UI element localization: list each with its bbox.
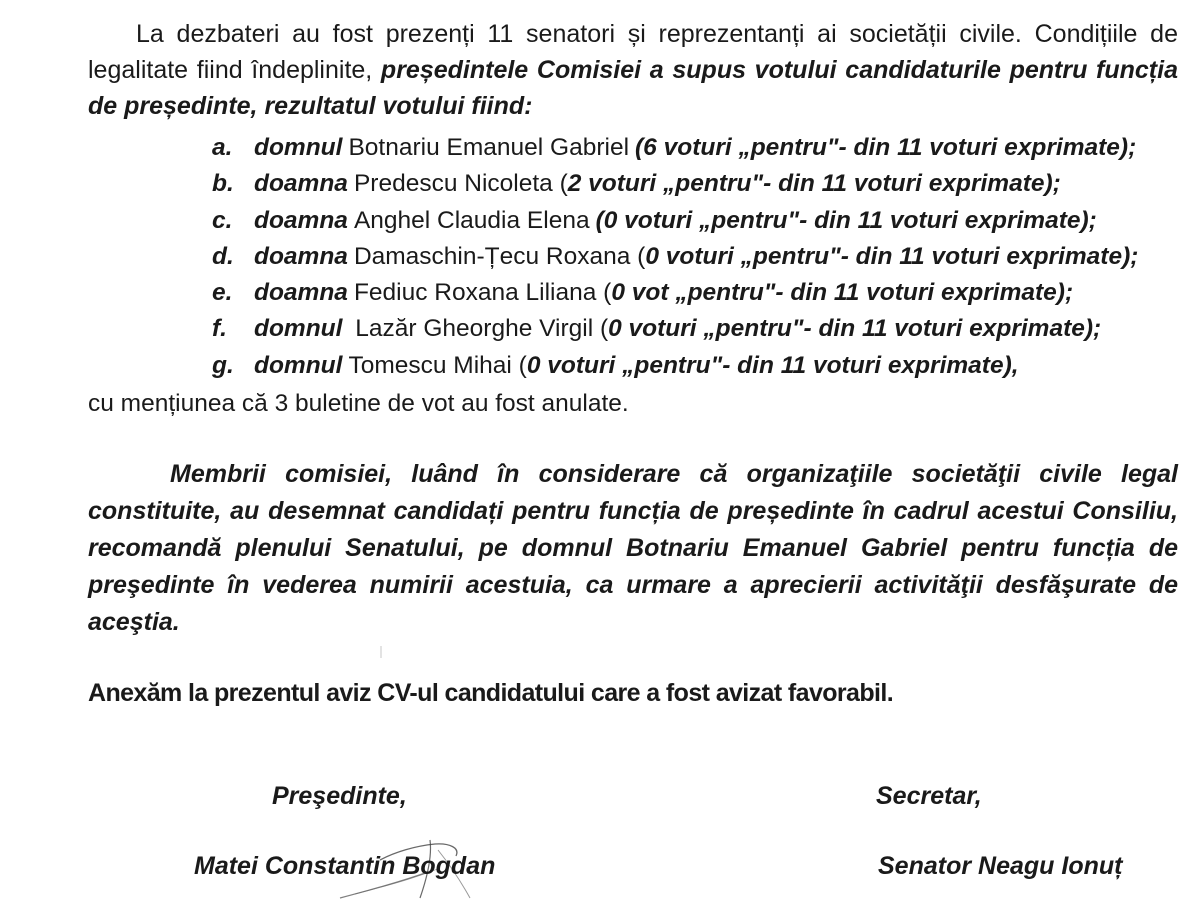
vote-item-letter: a.: [212, 134, 233, 161]
recommendation-text: Membrii comisiei, luând în considerare că organizaţiile societăţii civile legal constituite, au desemnat candidați pentru funcția de președinte în cadrul acestui Consiliu, recomandă plenului Senatului, pe domnul Botnariu Emanuel Gabriel pentru funcția de preşedinte în vederea numirii acestuia, ca urmare a aprecierii activităţii desfăşurate de aceştia.: [88, 460, 1178, 636]
vote-item-name: Predescu Nicoleta (: [353, 170, 568, 198]
vote-item-result: 0 voturi „pentru"- din 11 voturi exprimate),: [526, 351, 1019, 379]
vote-item-title: doamna: [254, 242, 348, 270]
vote-item-title: doamna: [254, 170, 348, 198]
vote-item-letter: d.: [212, 242, 234, 270]
president-title: Preşedinte,: [272, 782, 407, 810]
vote-intro-text: președintele Comisiei a supus votului candidaturile pentru funcția de președinte, rezultatul votului fiind:: [88, 56, 1178, 120]
vote-item-result: (0 voturi „pentru"- din 11 voturi exprimate);: [595, 206, 1097, 234]
vote-item: [212, 130, 1192, 166]
vote-item-title: doamna: [254, 279, 348, 307]
vote-item-title: doamna: [254, 206, 348, 234]
secretary-name: Senator Neagu Ionuț: [878, 852, 1123, 880]
scan-speck: [380, 646, 382, 658]
vote-item-name: Tomescu Mihai (: [348, 351, 527, 379]
vote-item-letter: e.: [212, 279, 233, 307]
vote-results-list: [212, 130, 1192, 384]
vote-item-title: domnul: [254, 315, 343, 343]
attendance-text: La dezbateri au fost prezenți 11 senatori și reprezentanți ai societății civile. Condițiile de legalitate fiind îndeplinite,: [88, 20, 1178, 84]
vote-item-letter: f.: [212, 315, 227, 343]
vote-item-name: Damaschin-Țecu Roxana (: [353, 242, 646, 270]
vote-item: [212, 203, 1192, 239]
vote-item: [212, 239, 1192, 275]
vote-item-name: Anghel Claudia Elena: [353, 206, 590, 234]
paragraph-recommendation: [88, 456, 1178, 641]
vote-item: [212, 166, 1192, 202]
vote-item-title: domnul: [254, 351, 343, 379]
president-name: Matei Constantin Bogdan: [194, 852, 496, 880]
vote-item-letter: c.: [212, 206, 233, 234]
vote-item: [212, 311, 1192, 347]
secretary-title: Secretar,: [876, 782, 982, 810]
vote-item-name: Botnariu Emanuel Gabriel: [348, 134, 630, 161]
vote-item-title: domnul: [254, 134, 343, 161]
vote-item: [212, 348, 1192, 384]
annulled-ballots-note: cu mențiunea că 3 buletine de vot au fost anulate.: [88, 390, 629, 417]
vote-item-result: 0 voturi „pentru"- din 11 voturi exprimate);: [608, 315, 1102, 343]
vote-item-name: Fediuc Roxana Liliana (: [353, 279, 612, 307]
vote-item-result: 0 voturi „pentru"- din 11 voturi exprimate);: [645, 242, 1139, 270]
vote-item-letter: g.: [212, 351, 234, 379]
vote-item-result: 0 vot „pentru"- din 11 voturi exprimate);: [611, 279, 1074, 307]
paragraph-attendance: [88, 16, 1178, 124]
annex-statement: Anexăm la prezentul aviz CV-ul candidatului care a fost avizat favorabil.: [88, 679, 894, 707]
vote-item-name: Lazăr Gheorghe Virgil (: [348, 315, 609, 343]
vote-item-letter: b.: [212, 170, 234, 198]
vote-item: [212, 275, 1192, 311]
vote-item-result: (6 voturi „pentru"- din 11 voturi exprimate);: [635, 134, 1137, 161]
vote-item-result: 2 voturi „pentru"- din 11 voturi exprimate);: [567, 170, 1061, 198]
